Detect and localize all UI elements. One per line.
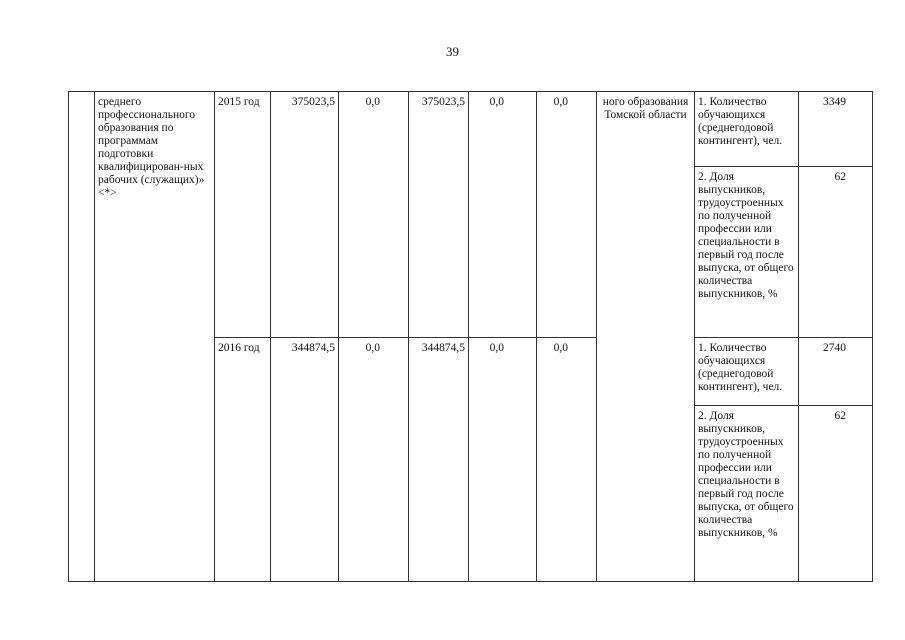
federal-funding-cell: 0,0 (339, 92, 409, 338)
indicator-label-cell: 1. Количество обучающихся (среднегодовой контингент), чел. (695, 338, 799, 406)
program-name-cell: среднего профессионального образования по программам подготовки квалифицирован-ных рабочих (служащих)» <*> (95, 92, 215, 582)
executor-cell: ного образования Томской области (597, 92, 695, 582)
page-number: 39 (446, 44, 459, 59)
indicator-value-cell: 62 (799, 406, 873, 582)
total-funding-cell: 344874,5 (271, 338, 339, 582)
local-funding-cell: 0,0 (469, 338, 537, 582)
regional-funding-cell: 375023,5 (409, 92, 469, 338)
indicator-label-cell: 2. Доля выпускников, трудоустроенных по полученной профессии или специальности в первый год после выпуска, от общего количества выпускников, % (695, 167, 799, 338)
indicator-value-cell: 2740 (799, 338, 873, 406)
total-funding-cell: 375023,5 (271, 92, 339, 338)
indicator-label-cell: 1. Количество обучающихся (среднегодовой контингент), чел. (695, 92, 799, 167)
table-row (69, 92, 873, 167)
local-funding-cell: 0,0 (469, 92, 537, 338)
year-cell: 2016 год (215, 338, 271, 582)
program-table (68, 91, 873, 582)
row-number-cell (69, 92, 95, 582)
extra-funding-cell: 0,0 (537, 338, 597, 582)
extra-funding-cell: 0,0 (537, 92, 597, 338)
indicator-label-cell: 2. Доля выпускников, трудоустроенных по полученной профессии или специальности в первый год после выпуска, от общего количества выпускников, % (695, 406, 799, 582)
indicator-value-cell: 62 (799, 167, 873, 338)
regional-funding-cell: 344874,5 (409, 338, 469, 582)
federal-funding-cell: 0,0 (339, 338, 409, 582)
year-cell: 2015 год (215, 92, 271, 338)
indicator-value-cell: 3349 (799, 92, 873, 167)
